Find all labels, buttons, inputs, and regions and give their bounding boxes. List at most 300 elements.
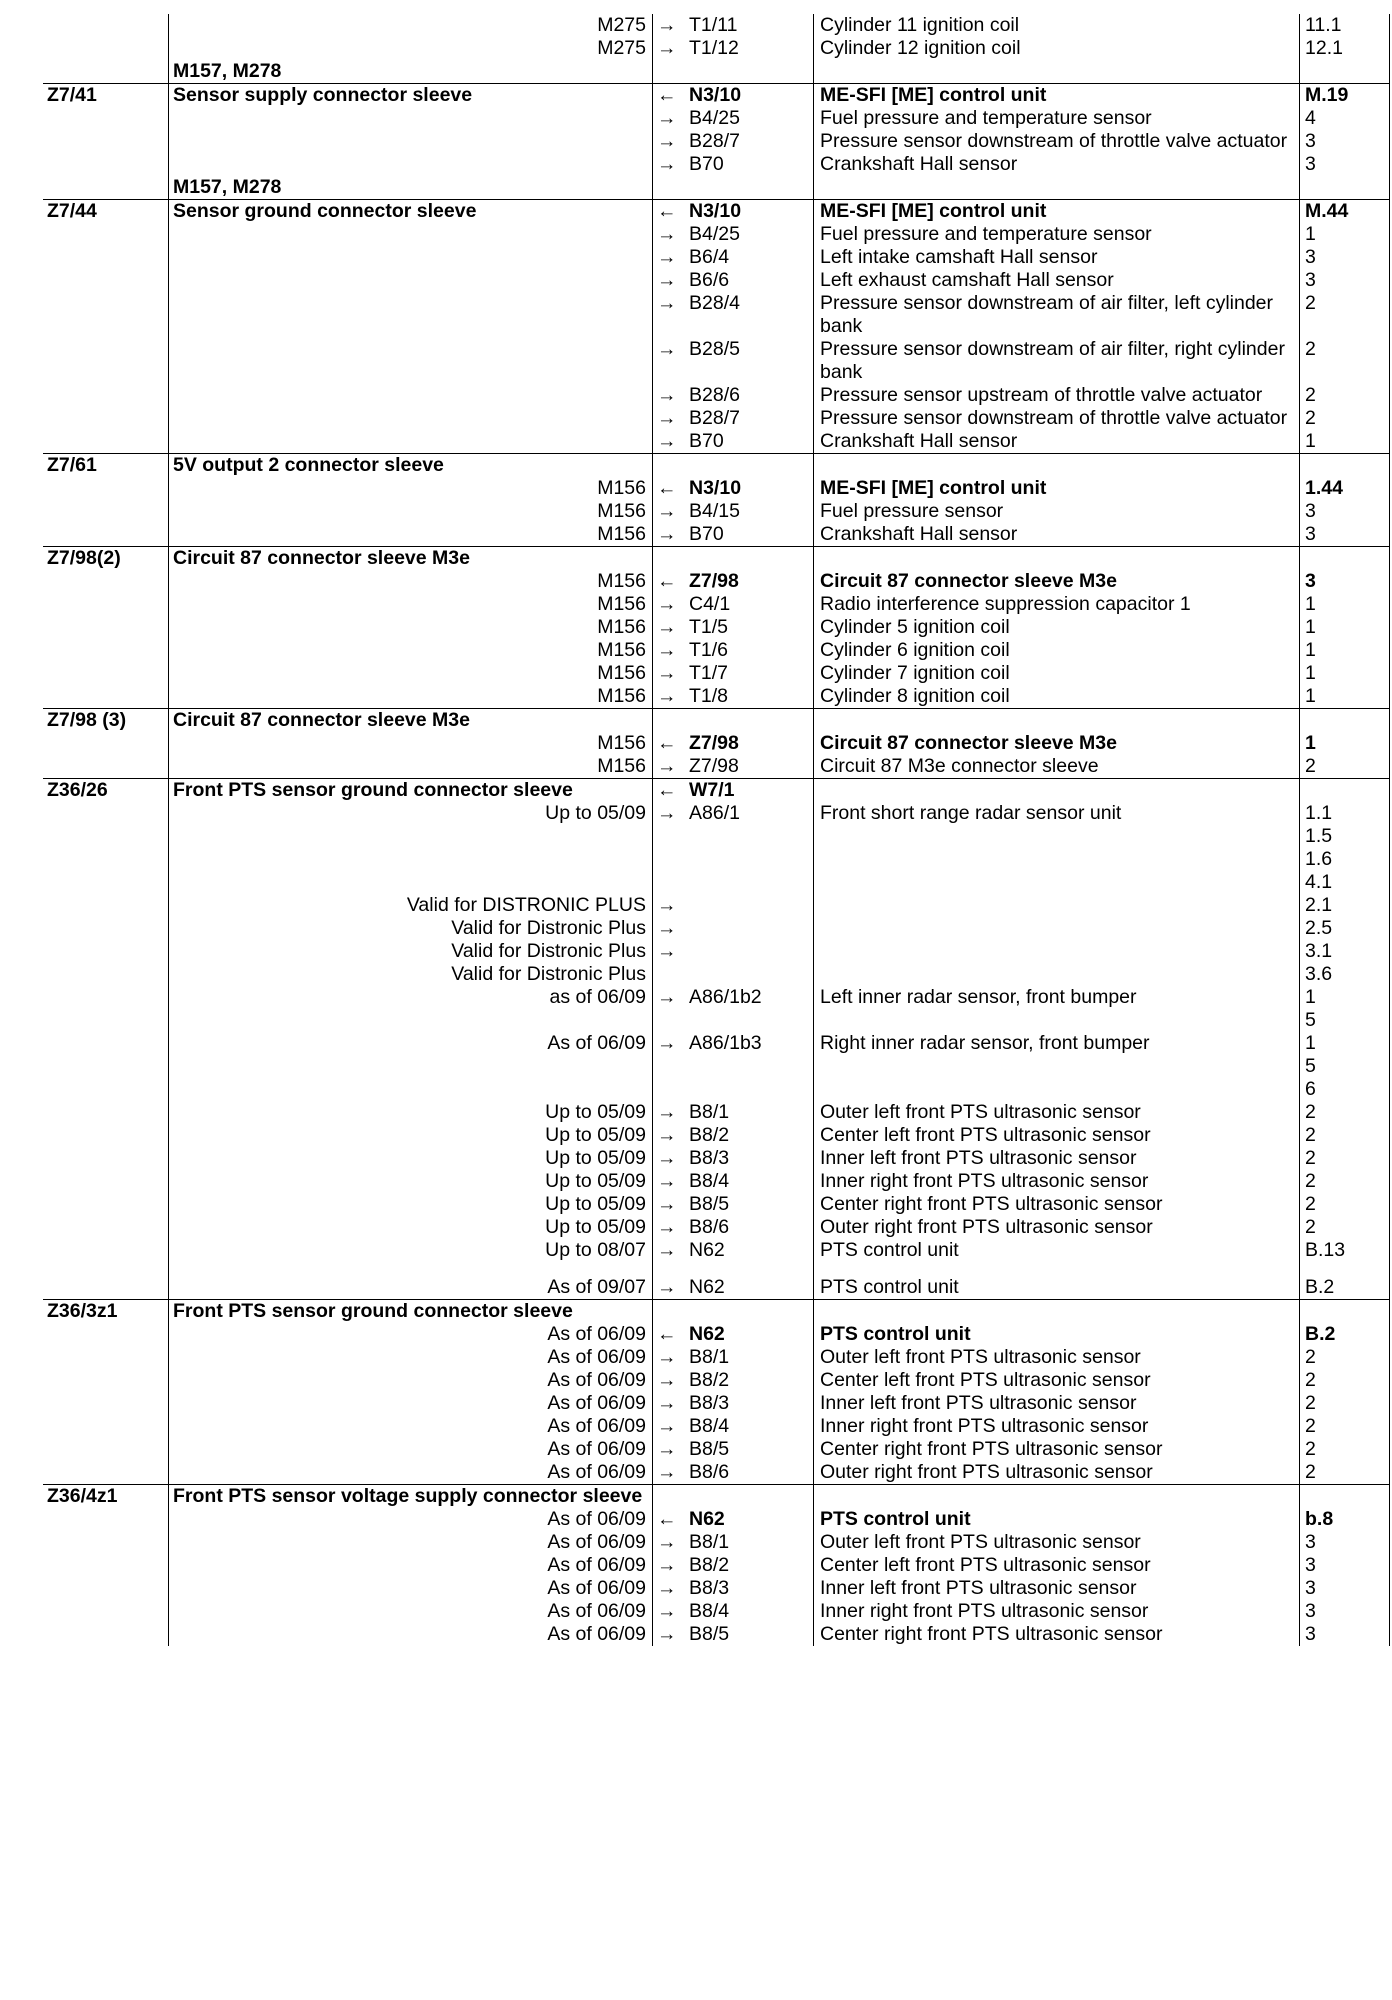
direction-arrow-icon xyxy=(653,986,686,1032)
pin-number xyxy=(1300,477,1390,500)
connected-component-code-text: A86/1b3 xyxy=(689,1032,762,1054)
description-text: M156 xyxy=(597,477,646,499)
direction-arrow-icon xyxy=(653,430,686,454)
pin-number-text: B.13 xyxy=(1305,1239,1346,1261)
direction-arrow-icon-text: → xyxy=(657,292,677,314)
direction-arrow-icon-text: → xyxy=(657,153,677,175)
pin-number xyxy=(1300,1101,1390,1124)
connected-component-code-text: Z7/98 xyxy=(689,755,739,777)
pin-number xyxy=(1300,1554,1390,1577)
description-text: M156 xyxy=(597,523,646,545)
component-id xyxy=(43,1101,169,1124)
direction-arrow-icon-text: → xyxy=(657,802,677,824)
component-id xyxy=(43,1600,169,1623)
direction-arrow-icon-text: ← xyxy=(657,570,677,592)
connected-component-name-text: Center left front PTS ultrasonic sensor xyxy=(820,1124,1151,1146)
description-text: Sensor ground connector sleeve xyxy=(173,200,477,222)
table-row xyxy=(43,14,1390,37)
description-text: M157, M278 xyxy=(173,60,282,82)
description xyxy=(169,84,653,108)
component-id xyxy=(43,547,169,571)
description-text: As of 06/09 xyxy=(547,1508,646,1530)
direction-arrow-icon-text: ← xyxy=(657,1323,677,1345)
table-row xyxy=(43,430,1390,454)
table-row xyxy=(43,1554,1390,1577)
table-row xyxy=(43,130,1390,153)
connected-component-code-text: B4/25 xyxy=(689,107,740,129)
connected-component-name xyxy=(814,1623,1300,1646)
description-text: M156 xyxy=(597,570,646,592)
component-id xyxy=(43,153,169,176)
pin-number xyxy=(1300,1147,1390,1170)
component-id xyxy=(43,1508,169,1531)
direction-arrow-icon xyxy=(653,1346,686,1369)
description-text: M156 xyxy=(597,616,646,638)
description xyxy=(169,200,653,224)
connected-component-code-text: B8/1 xyxy=(689,1346,730,1368)
connected-component-name xyxy=(814,1216,1300,1239)
connected-component-code-text: A86/1b2 xyxy=(689,986,762,1008)
connected-component-code-text: B8/1 xyxy=(689,1101,730,1123)
connected-component-code-text: B8/5 xyxy=(689,1623,730,1645)
component-id xyxy=(43,1392,169,1415)
direction-arrow-icon-text: → xyxy=(657,1193,677,1215)
direction-arrow-icon xyxy=(653,153,686,176)
connected-component-code xyxy=(685,1531,814,1554)
connected-component-name-text: ME-SFI [ME] control unit xyxy=(820,477,1047,499)
pin-number-text: 1 xyxy=(1305,430,1316,452)
direction-arrow-icon xyxy=(653,1216,686,1239)
pin-number-text: 2 xyxy=(1305,338,1316,360)
connected-component-name-text: Inner left front PTS ultrasonic sensor xyxy=(820,1577,1137,1599)
connected-component-code xyxy=(685,246,814,269)
description-text: As of 06/09 xyxy=(547,1346,646,1368)
direction-arrow-icon xyxy=(653,732,686,755)
connected-component-code xyxy=(685,454,814,478)
table-row xyxy=(43,1623,1390,1646)
direction-arrow-icon xyxy=(653,1554,686,1577)
connected-component-code-text: B8/2 xyxy=(689,1369,730,1391)
description xyxy=(169,1323,653,1346)
connected-component-code-text: B70 xyxy=(689,523,724,545)
direction-arrow-icon xyxy=(653,1461,686,1485)
direction-arrow-icon-text: ← xyxy=(657,732,677,754)
connected-component-code xyxy=(685,430,814,454)
direction-arrow-icon xyxy=(653,338,686,384)
component-id-text: Z36/26 xyxy=(47,779,108,801)
component-id xyxy=(43,37,169,60)
connected-component-name xyxy=(814,732,1300,755)
description xyxy=(169,547,653,571)
direction-arrow-icon xyxy=(653,1577,686,1600)
connected-component-code-text: N62 xyxy=(689,1323,725,1345)
pin-number xyxy=(1300,1392,1390,1415)
connected-component-code-text: B28/7 xyxy=(689,130,740,152)
connected-component-name xyxy=(814,84,1300,108)
pin-number xyxy=(1300,547,1390,571)
direction-arrow-icon-text: ← xyxy=(657,1508,677,1530)
component-id xyxy=(43,1124,169,1147)
description xyxy=(169,986,653,1032)
connected-component-code-text: N3/10 xyxy=(689,84,742,106)
connected-component-code-text: N62 xyxy=(689,1276,725,1298)
direction-arrow-icon-text: → xyxy=(657,1461,677,1483)
pin-number-text: 2 xyxy=(1305,755,1316,777)
direction-arrow-icon xyxy=(653,570,686,593)
description-text: As of 06/09 xyxy=(547,1623,646,1645)
connected-component-name xyxy=(814,223,1300,246)
pin-number xyxy=(1300,616,1390,639)
connected-component-name xyxy=(814,1508,1300,1531)
component-id xyxy=(43,477,169,500)
table-row-z36-4z1 xyxy=(43,1485,1390,1509)
connected-component-name xyxy=(814,1438,1300,1461)
connected-component-name xyxy=(814,523,1300,547)
connected-component-name xyxy=(814,153,1300,176)
connected-component-name-text: Inner right front PTS ultrasonic sensor xyxy=(820,1415,1149,1437)
component-id xyxy=(43,454,169,478)
description xyxy=(169,593,653,616)
connected-component-name-text: Outer left front PTS ultrasonic sensor xyxy=(820,1531,1141,1553)
direction-arrow-icon-text: → xyxy=(657,1239,677,1261)
direction-arrow-icon-text: → xyxy=(657,616,677,638)
connected-component-code-text: W7/1 xyxy=(689,779,735,801)
description xyxy=(169,430,653,454)
table-row xyxy=(43,1577,1390,1600)
pin-number xyxy=(1300,1531,1390,1554)
pin-number xyxy=(1300,802,1390,894)
description-text: M157, M278 xyxy=(173,176,282,198)
pin-number xyxy=(1300,1577,1390,1600)
direction-arrow-icon xyxy=(653,1369,686,1392)
connected-component-code-text: Z7/98 xyxy=(689,570,739,592)
table-row xyxy=(43,1323,1390,1346)
description-text: As of 06/09 xyxy=(547,1438,646,1460)
connected-component-code xyxy=(685,1300,814,1324)
description xyxy=(169,153,653,176)
direction-arrow-icon xyxy=(653,1508,686,1531)
connected-component-name xyxy=(814,986,1300,1032)
direction-arrow-icon xyxy=(653,407,686,430)
pin-number xyxy=(1300,1300,1390,1324)
direction-arrow-icon xyxy=(653,223,686,246)
pin-number xyxy=(1300,153,1390,176)
direction-arrow-icon xyxy=(653,130,686,153)
connected-component-code xyxy=(685,732,814,755)
table-row-z7-98-3- xyxy=(43,709,1390,733)
connected-component-code-text: B28/5 xyxy=(689,338,740,360)
direction-arrow-icon-text: → xyxy=(657,685,677,707)
connected-component-name xyxy=(814,430,1300,454)
table-row xyxy=(43,384,1390,407)
connected-component-name xyxy=(814,384,1300,407)
table-row xyxy=(43,407,1390,430)
pin-number xyxy=(1300,338,1390,384)
connected-component-code-text: B8/6 xyxy=(689,1216,730,1238)
pin-number xyxy=(1300,37,1390,60)
table-row xyxy=(43,662,1390,685)
direction-arrow-icon xyxy=(653,685,686,709)
connected-component-code xyxy=(685,1438,814,1461)
direction-arrow-icon xyxy=(653,593,686,616)
component-id xyxy=(43,894,169,986)
connected-component-code xyxy=(685,477,814,500)
pin-number-text: 2 xyxy=(1305,407,1316,429)
connected-component-code xyxy=(685,1216,814,1239)
connected-component-code-text: T1/11 xyxy=(689,14,738,36)
direction-arrow-icon xyxy=(653,755,686,779)
connected-component-name-text: PTS control unit xyxy=(820,1508,971,1530)
connected-component-code xyxy=(685,570,814,593)
description xyxy=(169,732,653,755)
component-id xyxy=(43,709,169,733)
table-row xyxy=(43,639,1390,662)
component-id-text: Z36/3z1 xyxy=(47,1300,118,1322)
pin-number-text: 2 xyxy=(1305,1170,1316,1192)
description-text: Front PTS sensor ground connector sleeve xyxy=(173,779,573,801)
description-text: Up to 05/09 xyxy=(545,1193,646,1215)
pin-number-text: 2 xyxy=(1305,1101,1316,1123)
pin-number xyxy=(1300,1239,1390,1262)
pin-number-text: 1 xyxy=(1305,639,1316,661)
description xyxy=(169,1300,653,1324)
pin-number xyxy=(1300,1032,1390,1101)
description-text: As of 09/07 xyxy=(547,1276,646,1298)
component-id xyxy=(43,223,169,246)
direction-arrow-icon xyxy=(653,477,686,500)
description xyxy=(169,223,653,246)
description-text: Circuit 87 connector sleeve M3e xyxy=(173,547,470,569)
component-id xyxy=(43,338,169,384)
connected-component-code-text: A86/1 xyxy=(689,802,740,824)
description xyxy=(169,662,653,685)
connected-component-name xyxy=(814,593,1300,616)
connected-component-name xyxy=(814,454,1300,478)
component-id xyxy=(43,570,169,593)
component-id xyxy=(43,1323,169,1346)
component-id xyxy=(43,14,169,37)
pin-number xyxy=(1300,779,1390,803)
direction-arrow-icon xyxy=(653,14,686,37)
connected-component-name xyxy=(814,547,1300,571)
table-row xyxy=(43,1508,1390,1531)
connected-component-code xyxy=(685,130,814,153)
pin-number-text: B.2 xyxy=(1305,1323,1336,1345)
connected-component-code-text: B8/6 xyxy=(689,1461,730,1483)
connected-component-name-text: Crankshaft Hall sensor xyxy=(820,430,1018,452)
connected-component-name xyxy=(814,37,1300,60)
direction-arrow-icon-text: ← xyxy=(657,779,677,801)
table-row xyxy=(43,1170,1390,1193)
pin-number-text: 3 xyxy=(1305,570,1316,592)
component-id xyxy=(43,1485,169,1509)
connected-component-name-text: Circuit 87 connector sleeve M3e xyxy=(820,570,1117,592)
connected-component-code xyxy=(685,616,814,639)
connected-component-code xyxy=(685,1577,814,1600)
pin-number xyxy=(1300,639,1390,662)
direction-arrow-icon-text: → xyxy=(657,107,677,129)
connected-component-name xyxy=(814,1554,1300,1577)
connected-component-name-text: Circuit 87 connector sleeve M3e xyxy=(820,732,1117,754)
pin-number xyxy=(1300,200,1390,224)
connected-component-name xyxy=(814,407,1300,430)
description xyxy=(169,1193,653,1216)
pin-number-text: 3 xyxy=(1305,1600,1316,1622)
table-row xyxy=(43,616,1390,639)
pin-number xyxy=(1300,1216,1390,1239)
connected-component-name xyxy=(814,802,1300,894)
description-text: Up to 05/09 xyxy=(545,1216,646,1238)
pin-number-text: 2 xyxy=(1305,384,1316,406)
connected-component-code-text: B8/1 xyxy=(689,1531,730,1553)
connected-component-code-text: B8/5 xyxy=(689,1438,730,1460)
connected-component-code-text: T1/7 xyxy=(689,662,729,684)
connected-component-code xyxy=(685,593,814,616)
pin-number xyxy=(1300,1193,1390,1216)
connected-component-name-text: Pressure sensor upstream of throttle valve actuator xyxy=(820,384,1263,406)
table-row xyxy=(43,1124,1390,1147)
connected-component-name-text: Cylinder 5 ignition coil xyxy=(820,616,1010,638)
component-id-text: Z7/61 xyxy=(47,454,97,476)
connected-component-code-text: B8/2 xyxy=(689,1124,730,1146)
connected-component-code-text: N62 xyxy=(689,1508,725,1530)
description xyxy=(169,1531,653,1554)
connected-component-name xyxy=(814,616,1300,639)
connected-component-code xyxy=(685,1170,814,1193)
connected-component-code xyxy=(685,894,814,986)
pin-number-text: 1 xyxy=(1305,685,1316,707)
direction-arrow-icon xyxy=(653,246,686,269)
pin-number xyxy=(1300,523,1390,547)
direction-arrow-icon xyxy=(653,1485,686,1509)
pin-number-text: 2.1 2.5 3.1 3.6 xyxy=(1305,894,1333,985)
spacer-cell xyxy=(43,1262,169,1276)
connected-component-code xyxy=(685,1124,814,1147)
connected-component-name xyxy=(814,639,1300,662)
pin-number-text: 11.1 xyxy=(1305,14,1342,36)
direction-arrow-icon xyxy=(653,639,686,662)
connected-component-code xyxy=(685,1147,814,1170)
component-id xyxy=(43,639,169,662)
connected-component-code-text: B70 xyxy=(689,430,724,452)
description xyxy=(169,755,653,779)
pin-number-text: 3 xyxy=(1305,1554,1316,1576)
direction-arrow-icon-text: ← xyxy=(657,200,677,222)
component-id-text: Z7/44 xyxy=(47,200,97,222)
connected-component-code-text: B6/4 xyxy=(689,246,730,268)
connected-component-name xyxy=(814,1415,1300,1438)
connected-component-code xyxy=(685,639,814,662)
direction-arrow-icon-text: → xyxy=(657,384,677,406)
direction-arrow-icon-text: → xyxy=(657,986,677,1008)
table-row xyxy=(43,755,1390,779)
connected-component-name-text: Pressure sensor downstream of throttle valve actuator xyxy=(820,407,1288,429)
description xyxy=(169,500,653,523)
pin-number-text: 2 xyxy=(1305,1216,1316,1238)
connected-component-name xyxy=(814,176,1300,200)
connected-component-name-text: Outer left front PTS ultrasonic sensor xyxy=(820,1101,1141,1123)
direction-arrow-icon xyxy=(653,894,686,986)
component-id xyxy=(43,1239,169,1262)
connected-component-code xyxy=(685,1193,814,1216)
table-row xyxy=(43,1147,1390,1170)
spacer-cell xyxy=(685,1262,814,1276)
pin-number-text: 3 xyxy=(1305,153,1316,175)
direction-arrow-icon-text: → xyxy=(657,1554,677,1576)
connected-component-code-text: B8/3 xyxy=(689,1392,730,1414)
description-text: As of 06/09 xyxy=(547,1032,646,1054)
description-text: As of 06/09 xyxy=(547,1392,646,1414)
connected-component-code xyxy=(685,500,814,523)
direction-arrow-icon xyxy=(653,384,686,407)
table-row xyxy=(43,523,1390,547)
connected-component-name-text: Outer right front PTS ultrasonic sensor xyxy=(820,1461,1153,1483)
pin-number-text: 2 xyxy=(1305,1369,1316,1391)
direction-arrow-icon xyxy=(653,1239,686,1262)
pin-number xyxy=(1300,84,1390,108)
connected-component-name xyxy=(814,477,1300,500)
pin-number-text: 12.1 xyxy=(1305,37,1343,59)
spacer-row xyxy=(43,1262,1390,1276)
description xyxy=(169,1461,653,1485)
component-id xyxy=(43,130,169,153)
connected-component-name-text: Pressure sensor downstream of air filter, left cylinder bank xyxy=(820,292,1274,337)
pin-number xyxy=(1300,1623,1390,1646)
spacer-cell xyxy=(169,1262,653,1276)
connected-component-code-text: T1/5 xyxy=(689,616,729,638)
connected-component-code xyxy=(685,37,814,60)
connected-component-name xyxy=(814,1276,1300,1300)
description xyxy=(169,1170,653,1193)
component-id-text: Z7/98 (3) xyxy=(47,709,127,731)
connected-component-name-text: PTS control unit xyxy=(820,1323,971,1345)
connected-component-code xyxy=(685,407,814,430)
description xyxy=(169,1415,653,1438)
direction-arrow-icon-text: → xyxy=(657,37,677,59)
table-row xyxy=(43,986,1390,1032)
description xyxy=(169,1276,653,1300)
connected-component-name xyxy=(814,500,1300,523)
direction-arrow-icon-text: → xyxy=(657,1623,677,1645)
table-row xyxy=(43,1216,1390,1239)
connected-component-name xyxy=(814,1461,1300,1485)
connected-component-code-text: B28/6 xyxy=(689,384,740,406)
connected-component-name-text: Inner left front PTS ultrasonic sensor xyxy=(820,1147,1137,1169)
table-row xyxy=(43,1193,1390,1216)
description xyxy=(169,454,653,478)
component-id xyxy=(43,1216,169,1239)
component-id xyxy=(43,384,169,407)
pin-number xyxy=(1300,1276,1390,1300)
description xyxy=(169,1147,653,1170)
description-text: M156 xyxy=(597,662,646,684)
direction-arrow-icon-text: → xyxy=(657,755,677,777)
spacer-cell xyxy=(653,1262,686,1276)
table-row xyxy=(43,685,1390,709)
pin-number-text: 2 xyxy=(1305,292,1316,314)
connected-component-name xyxy=(814,1124,1300,1147)
connected-component-name-text: Center right front PTS ultrasonic sensor xyxy=(820,1193,1163,1215)
pin-number-text: M.44 xyxy=(1305,200,1349,222)
component-id xyxy=(43,1276,169,1300)
direction-arrow-icon-text: ← xyxy=(657,477,677,499)
connected-component-code xyxy=(685,547,814,571)
table-row xyxy=(43,1392,1390,1415)
pin-number xyxy=(1300,1323,1390,1346)
component-id xyxy=(43,802,169,894)
connected-component-code xyxy=(685,802,814,894)
component-id xyxy=(43,292,169,338)
